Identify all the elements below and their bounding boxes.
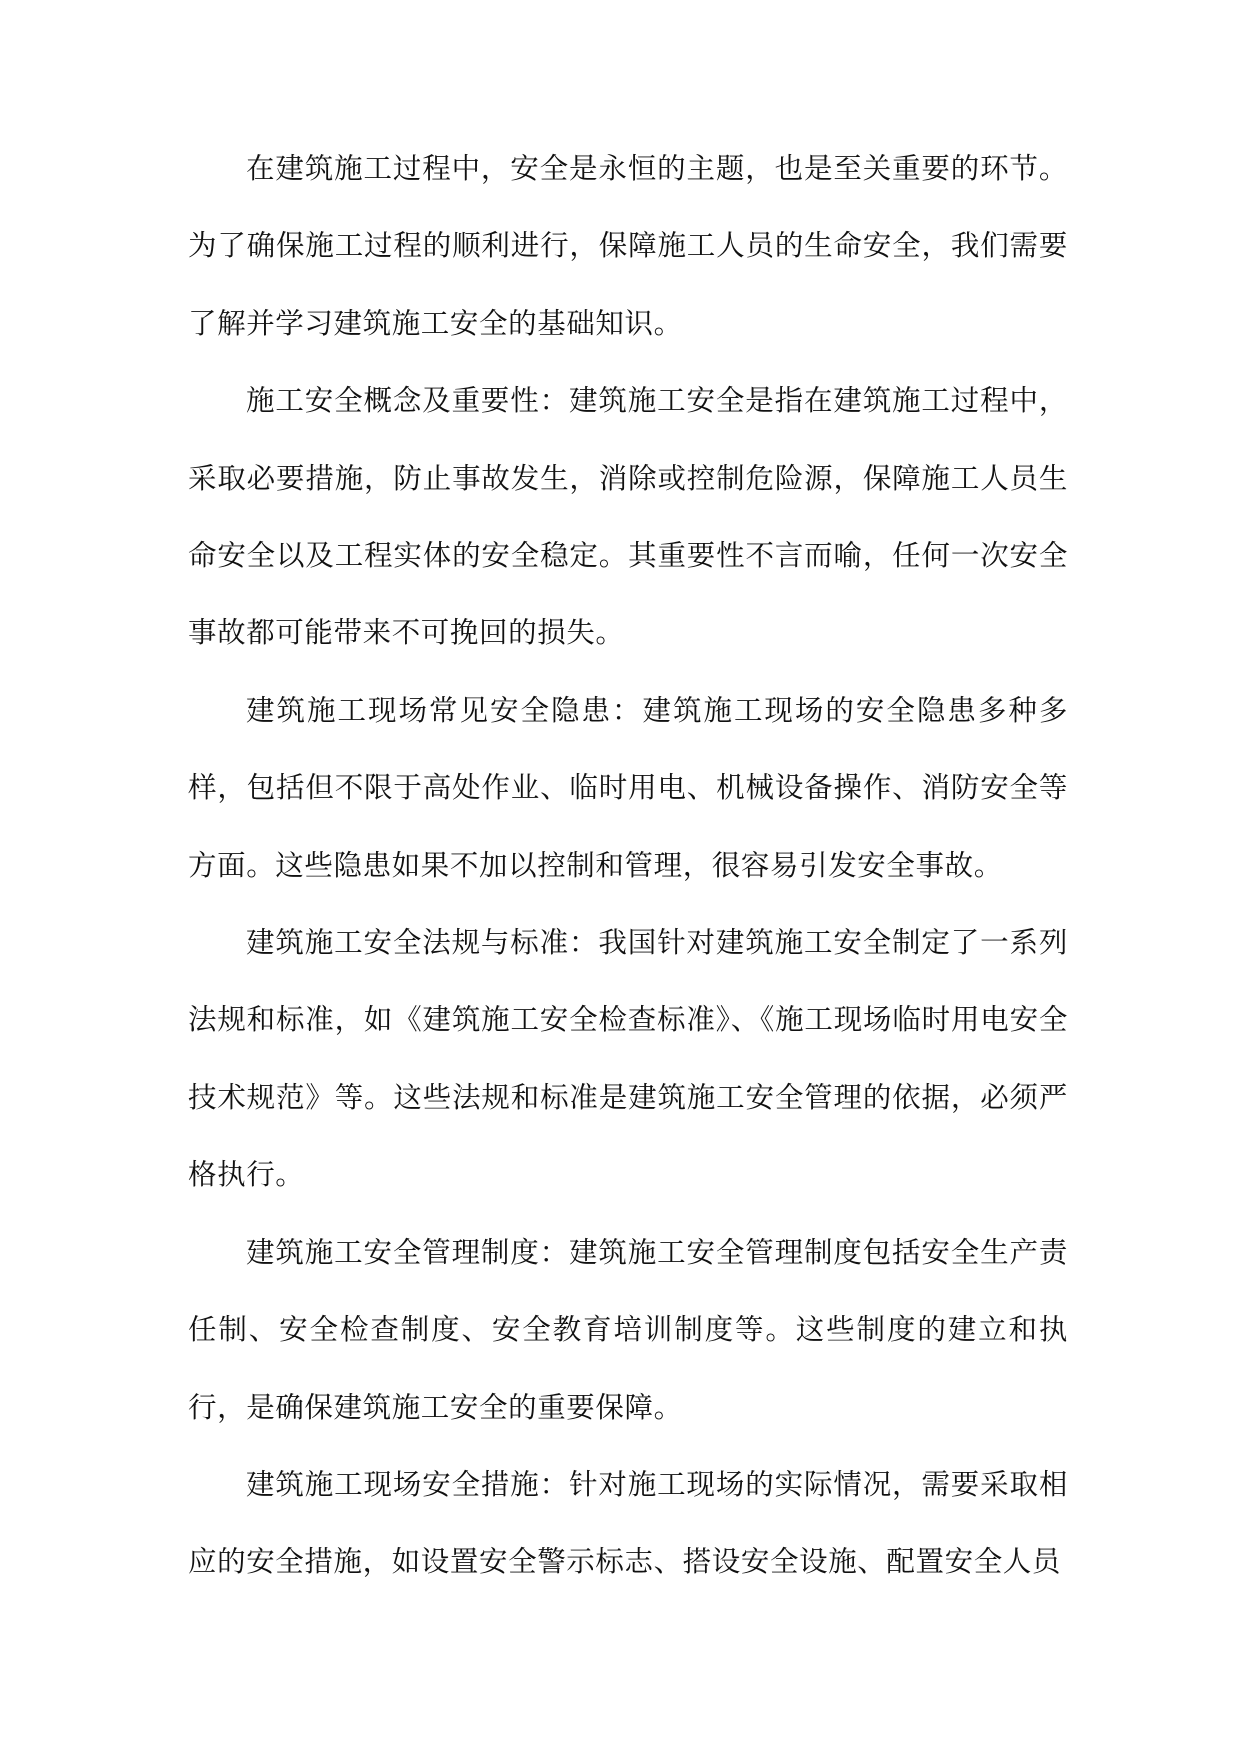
- paragraph-regulations: 建筑施工安全法规与标准：我国针对建筑施工安全制定了一系列法规和标准，如《建筑施工安全检查标准》、《施工现场临时用电安全技术规范》等。这些法规和标准是建筑施工安全管理的依据，必须严格执行。: [188, 926, 1068, 1192]
- paragraph-safety-concept: 施工安全概念及重要性：建筑施工安全是指在建筑施工过程中，采取必要措施，防止事故发生，消除或控制危险源，保障施工人员生命安全以及工程实体的安全稳定。其重要性不言而喻，任何一次安全事故都可能带来不可挽回的损失。: [188, 384, 1068, 650]
- paragraph-intro: 在建筑施工过程中，安全是永恒的主题，也是至关重要的环节。为了确保施工过程的顺利进行，保障施工人员的生命安全，我们需要了解并学习建筑施工安全的基础知识。: [188, 152, 1068, 340]
- paragraph-management-system: 建筑施工安全管理制度：建筑施工安全管理制度包括安全生产责任制、安全检查制度、安全教育培训制度等。这些制度的建立和执行，是确保建筑施工安全的重要保障。: [188, 1235, 1068, 1424]
- paragraph-site-measures: 建筑施工现场安全措施：针对施工现场的实际情况，需要采取相应的安全措施，如设置安全警示标志、搭设安全设施、配置安全人员: [188, 1467, 1068, 1579]
- paragraph-site-hazards: 建筑施工现场常见安全隐患：建筑施工现场的安全隐患多种多样，包括但不限于高处作业、临时用电、机械设备操作、消防安全等方面。这些隐患如果不加以控制和管理，很容易引发安全事故。: [188, 693, 1068, 882]
- document-body: [188, 130, 1068, 1601]
